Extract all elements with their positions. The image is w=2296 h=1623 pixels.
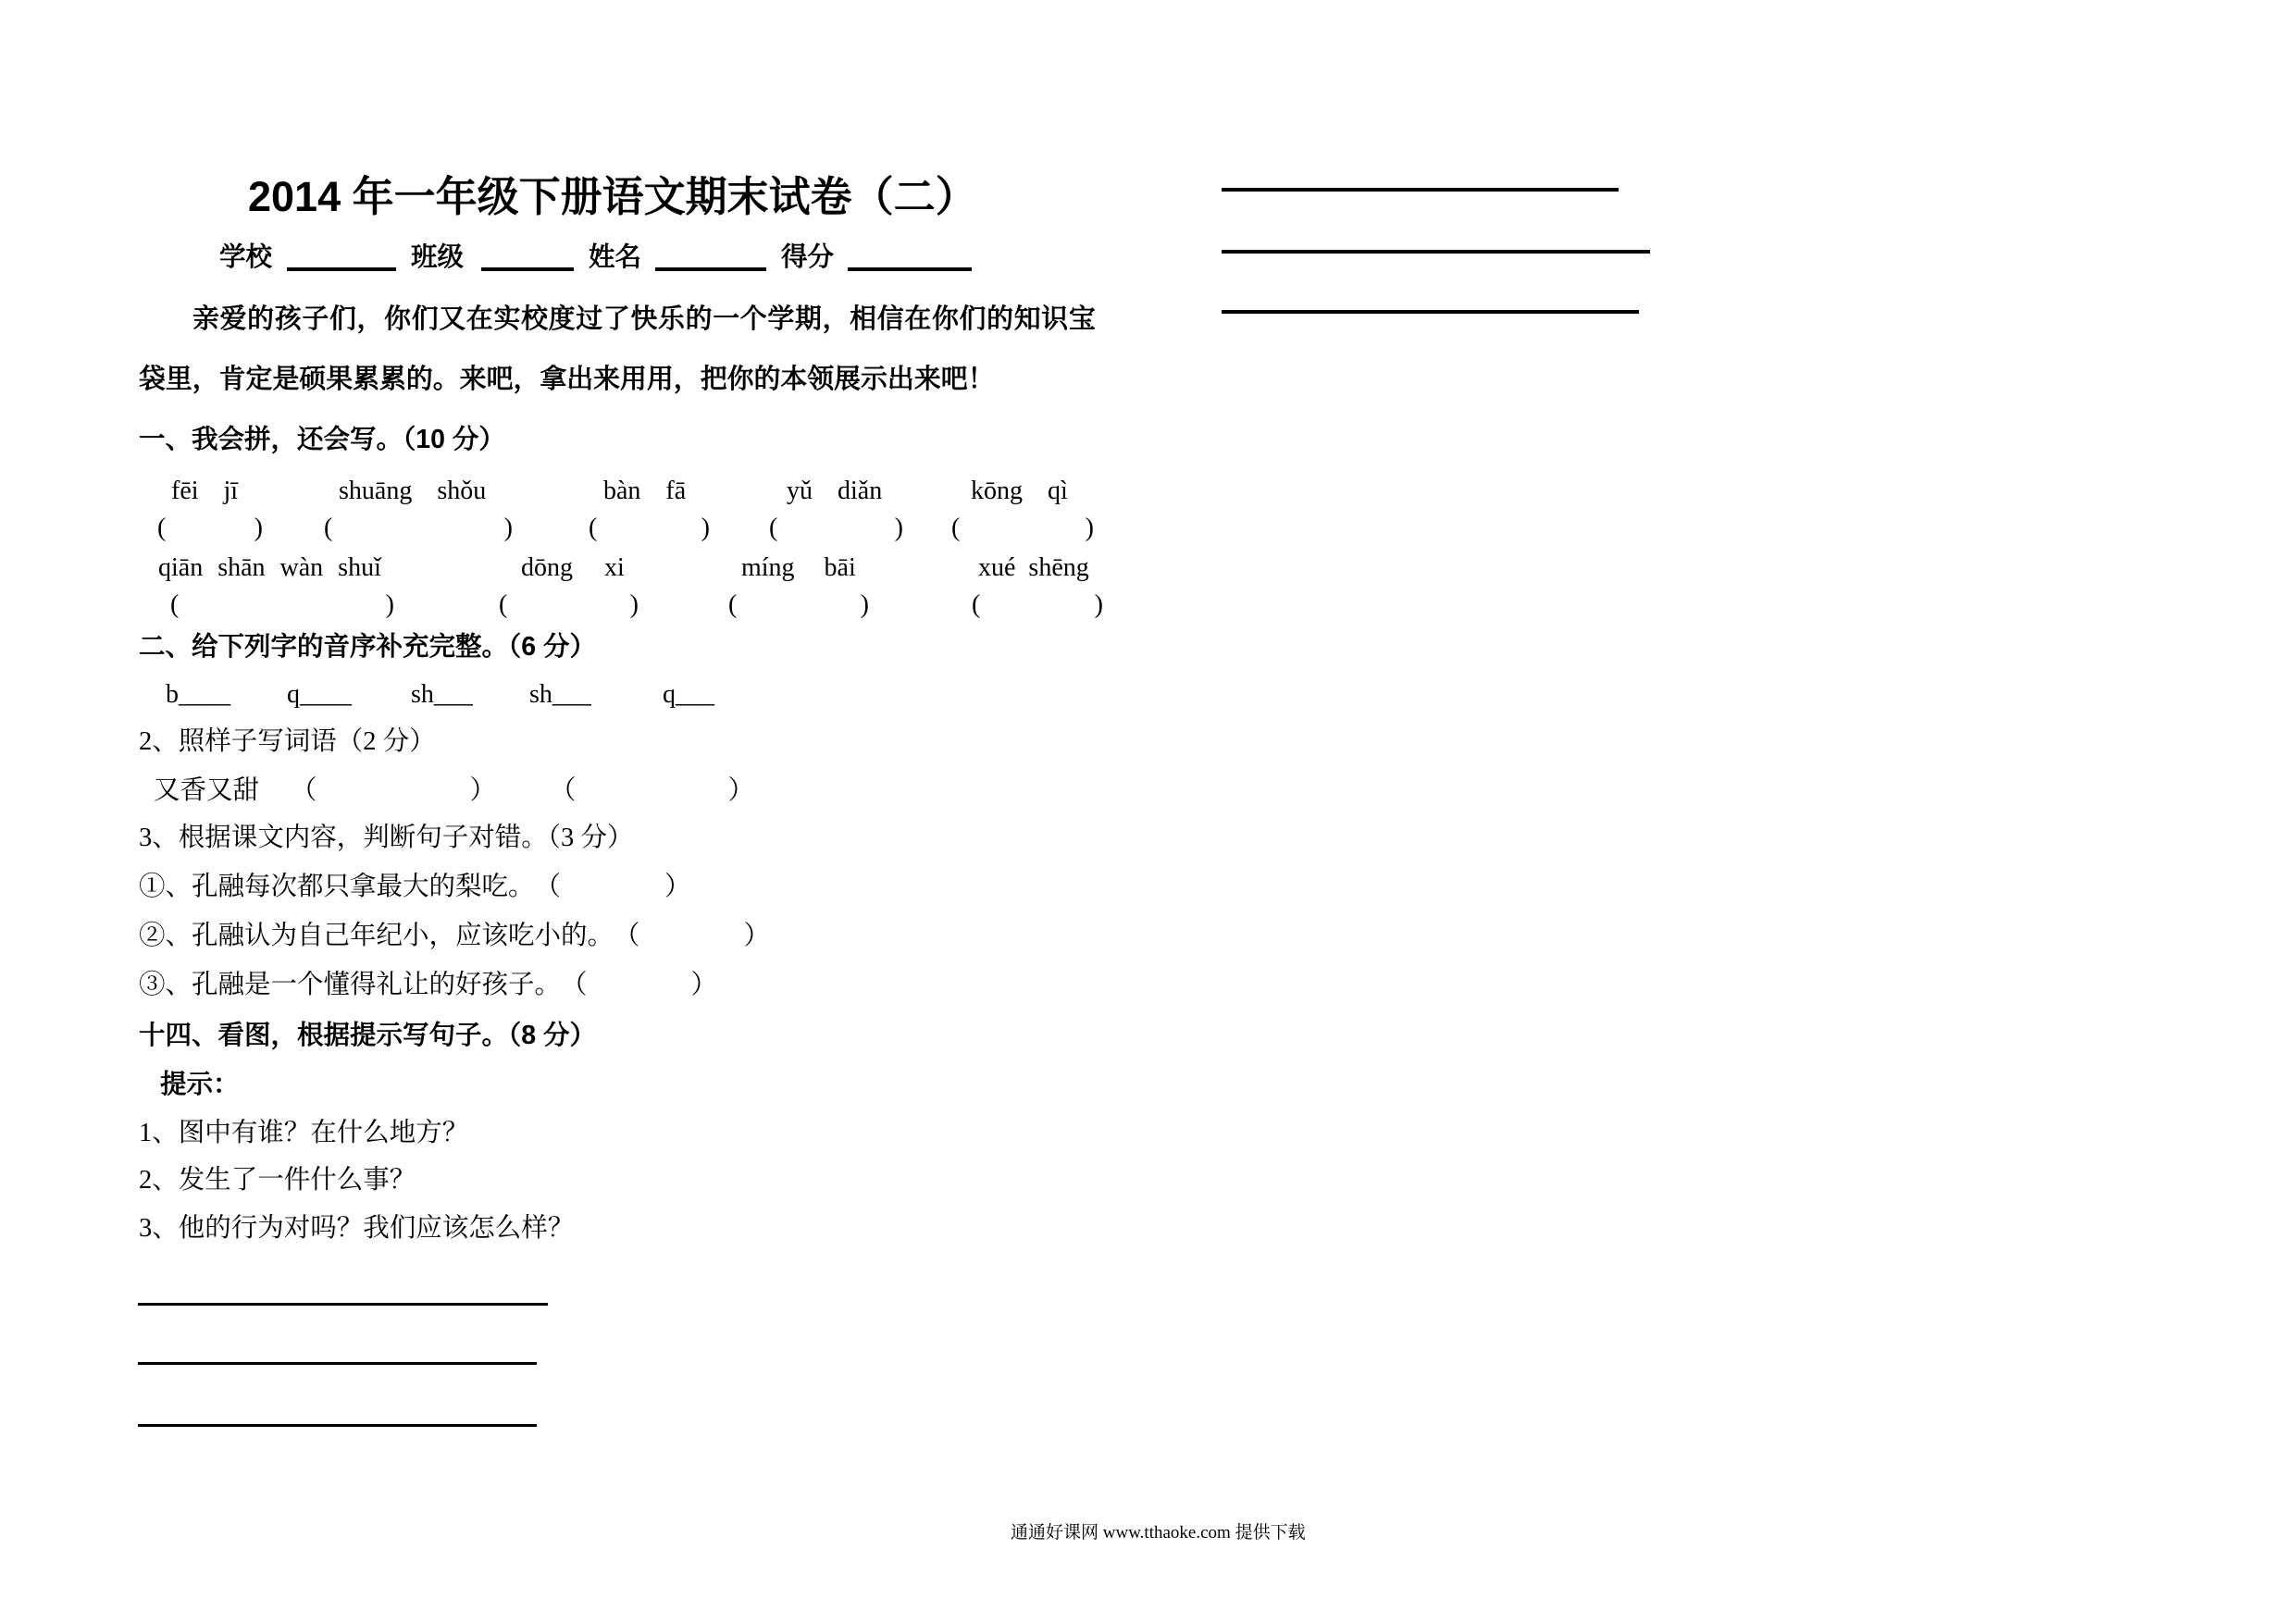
- bracket-open: (: [499, 590, 508, 619]
- bracket-close: ): [860, 590, 869, 619]
- bracket-close: ): [254, 514, 263, 542]
- question-3-heading: 3、根据课文内容，判断句子对错。（3 分）: [139, 824, 634, 852]
- pinyin-word: míng bāi: [741, 553, 856, 582]
- bracket-open: （: [614, 922, 640, 950]
- sound-order-item: b____: [166, 680, 230, 709]
- bracket-close: ）: [727, 776, 754, 805]
- answer-line: [1222, 250, 1650, 254]
- example-word: 又香又甜: [154, 776, 260, 805]
- judgment-statement: [139, 874, 691, 901]
- hint-item: 1、图中有谁？在什么地方？: [139, 1119, 469, 1147]
- pinyin-word: dōng xi: [521, 553, 625, 582]
- bracket-open: (: [324, 514, 333, 542]
- answer-blank: [951, 515, 1094, 541]
- bracket-open: (: [972, 590, 981, 619]
- bracket-close: ): [701, 514, 710, 542]
- bracket-open: (: [769, 514, 778, 542]
- answer-blank: [170, 592, 394, 618]
- hint-label: 提示：: [160, 1070, 240, 1099]
- pinyin-word: shuāng shǒu: [339, 477, 487, 505]
- bracket-open: (: [728, 590, 738, 619]
- bracket-open: （: [291, 776, 317, 805]
- answer-line: [138, 1303, 548, 1306]
- judgment-statement: [139, 973, 717, 999]
- intro-line-2: 袋里，肯定是硕果累累的。来吧，拿出来用用，把你的本领展示出来吧！: [139, 365, 995, 394]
- bracket-close: ）: [469, 776, 496, 805]
- section-1-heading: 一、我会拼，还会写。（10 分）: [139, 425, 505, 454]
- pinyin-word: fēi jī: [171, 477, 239, 505]
- class-blank-line: [481, 267, 574, 271]
- bracket-close: ): [629, 590, 639, 619]
- sound-order-item: q____: [287, 680, 352, 709]
- intro-line-1: 亲爱的孩子们，你们又在实校度过了快乐的一个学期，相信在你们的知识宝: [192, 304, 1097, 334]
- school-label: 学校: [219, 242, 273, 272]
- answer-line: [138, 1424, 537, 1427]
- answer-blank: [589, 515, 710, 541]
- answer-blank: [499, 592, 639, 618]
- answer-blank: [550, 778, 754, 805]
- name-label: 姓名: [589, 242, 642, 272]
- bracket-close: ): [1085, 514, 1094, 542]
- bracket-open: (: [951, 514, 961, 542]
- section-2-heading: 二、给下列字的音序补充完整。（6 分）: [139, 632, 597, 662]
- question-2-heading: 2、照样子写词语（2 分）: [139, 727, 436, 756]
- pinyin-word: kōng qì: [971, 477, 1068, 505]
- hint-item: 2、发生了一件什么事？: [139, 1166, 416, 1195]
- bracket-close: ): [1094, 590, 1103, 619]
- score-blank-line: [848, 267, 972, 271]
- sound-order-item: sh___: [411, 680, 473, 709]
- statement-text: ③、孔融是一个懂得礼让的好孩子。: [139, 971, 562, 999]
- hint-item: 3、他的行为对吗？我们应该怎么样？: [139, 1214, 575, 1243]
- pinyin-word: xué shēng: [978, 553, 1089, 582]
- answer-line: [1222, 188, 1619, 192]
- answer-blank: [291, 778, 496, 805]
- answer-blank: [535, 874, 691, 901]
- bracket-close: ): [385, 590, 394, 619]
- answer-blank: [728, 592, 869, 618]
- answer-line: [138, 1362, 537, 1365]
- bracket-close: ): [503, 514, 513, 542]
- statement-text: ①、孔融每次都只拿最大的梨吃。: [139, 873, 535, 901]
- bracket-open: (: [157, 514, 167, 542]
- name-blank-line: [655, 267, 766, 271]
- footer-credit: 通通好课网 www.tthaoke.com 提供下载: [1011, 1523, 1306, 1542]
- bracket-close: ）: [743, 922, 771, 950]
- answer-blank: [614, 923, 770, 950]
- bracket-open: (: [170, 590, 180, 619]
- answer-line: [1222, 310, 1639, 314]
- answer-blank: [157, 515, 263, 541]
- school-blank-line: [287, 267, 396, 271]
- exam-title: 2014 年一年级下册语文期末试卷（二）: [248, 173, 977, 220]
- answer-blank: [561, 973, 717, 999]
- bracket-open: （: [534, 873, 562, 901]
- bracket-open: （: [550, 776, 577, 805]
- bracket-close: ）: [664, 873, 691, 901]
- class-label: 班级: [411, 242, 465, 272]
- bracket-open: （: [561, 971, 588, 999]
- judgment-statement: [139, 923, 770, 950]
- answer-blank: [972, 592, 1103, 618]
- bracket-open: (: [589, 514, 598, 542]
- section-14-heading: 十四、看图，根据提示写句子。（8 分）: [139, 1021, 597, 1050]
- answer-blank: [769, 515, 903, 541]
- pinyin-word: yǔ diǎn: [787, 477, 883, 505]
- pinyin-word: bàn fā: [603, 477, 687, 505]
- statement-text: ②、孔融认为自己年纪小，应该吃小的。: [139, 922, 614, 950]
- sound-order-item: sh___: [529, 680, 591, 709]
- pinyin-word: qiān shān wàn shuǐ: [158, 553, 381, 582]
- sound-order-item: q___: [663, 680, 714, 709]
- score-label: 得分: [781, 242, 835, 272]
- bracket-close: ): [894, 514, 903, 542]
- answer-blank: [324, 515, 513, 541]
- bracket-close: ）: [690, 971, 718, 999]
